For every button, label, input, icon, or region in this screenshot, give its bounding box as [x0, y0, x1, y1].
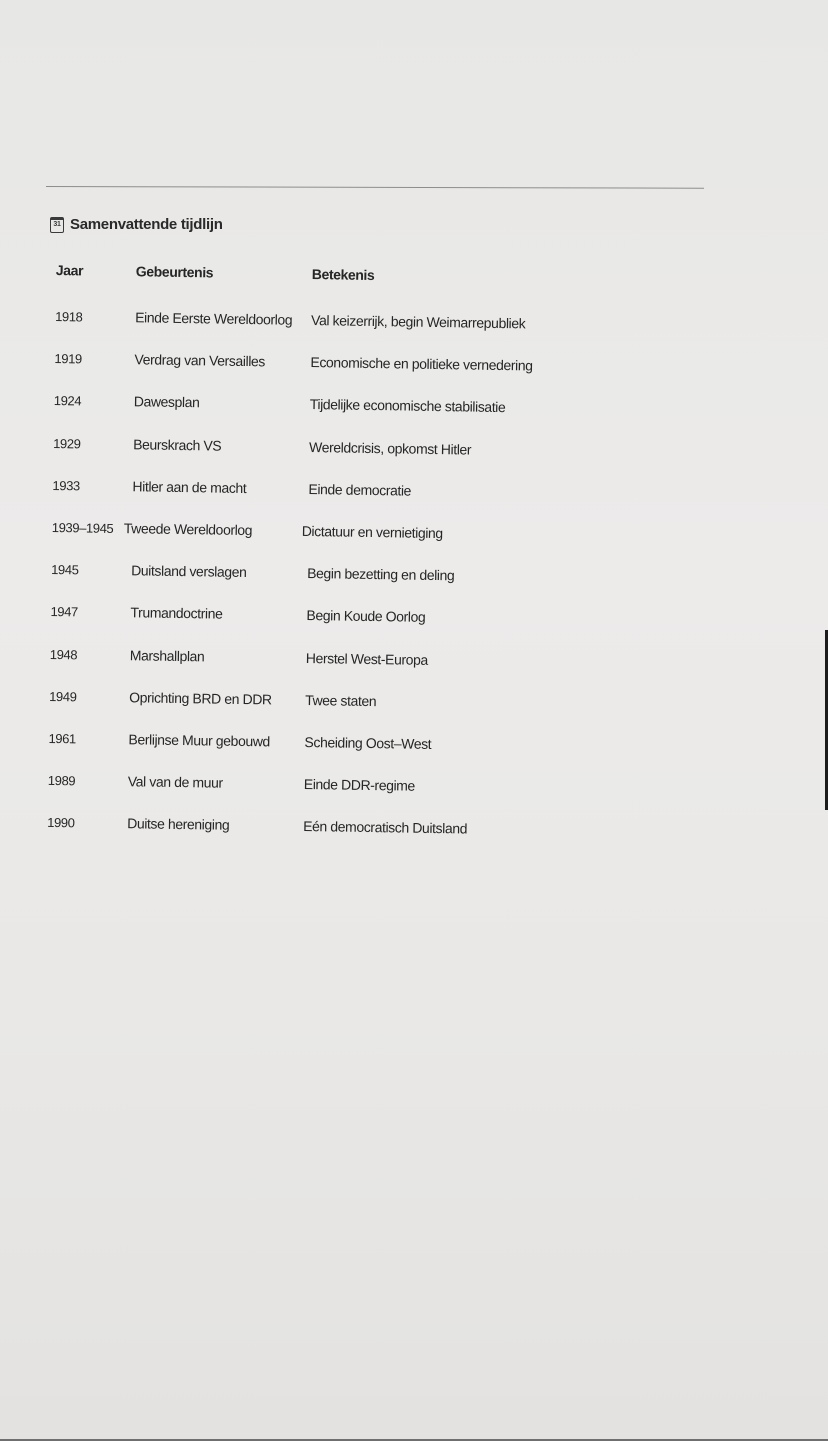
row-year: 1947	[50, 604, 78, 620]
row-year: 1918	[55, 308, 83, 325]
header-event: Gebeurtenis	[135, 263, 214, 281]
row-year: 1933	[52, 477, 80, 494]
row-event: Trumandoctrine	[130, 604, 223, 622]
row-event: Hitler aan de macht	[132, 477, 247, 496]
row-year: 1929	[53, 435, 81, 451]
table-row	[47, 814, 608, 865]
header-year: Jaar	[55, 262, 84, 279]
row-event: Einde Eerste Wereldoorlog	[135, 309, 293, 328]
row-year: 1989	[47, 772, 76, 789]
row-year: 1939–1945	[51, 519, 114, 536]
row-event: Tweede Wereldoorlog	[123, 520, 253, 539]
row-year: 1945	[51, 562, 79, 578]
row-year: 1948	[49, 646, 78, 662]
row-year: 1990	[47, 815, 75, 831]
row-event: Duitse hereniging	[127, 815, 230, 834]
section-title: Samenvattende tijdlijn	[70, 216, 223, 233]
row-meaning: Begin bezetting en deling	[307, 565, 455, 584]
row-meaning: Dictatuur en vernietiging	[301, 522, 443, 542]
row-event: Beurskrach VS	[133, 435, 222, 454]
row-meaning: Eén democratisch Duitsland	[303, 818, 468, 837]
calendar-icon: 31	[50, 217, 64, 233]
horizontal-rule	[46, 186, 704, 189]
row-event: Oprichting BRD en DDR	[129, 688, 272, 708]
row-meaning: Begin Koude Oorlog	[306, 607, 426, 626]
row-meaning: Herstel West-Europa	[305, 649, 429, 668]
row-meaning: Scheiding Oost–West	[304, 733, 432, 752]
row-year: 1919	[54, 351, 82, 367]
row-meaning: Tijdelijke economische stabilisatie	[309, 396, 506, 416]
row-year: 1961	[48, 730, 76, 747]
timeline-table	[47, 262, 616, 865]
row-event: Duitsland verslagen	[131, 562, 247, 581]
row-meaning: Wereldcrisis, opkomst Hitler	[309, 438, 472, 458]
row-event: Dawesplan	[133, 393, 200, 411]
row-year: 1924	[53, 393, 82, 409]
section-heading	[50, 216, 223, 233]
header-meaning: Betekenis	[311, 266, 375, 284]
row-event: Val van de muur	[127, 773, 223, 791]
row-meaning: Einde democratie	[308, 480, 412, 499]
row-event: Marshallplan	[129, 646, 205, 664]
row-meaning: Einde DDR-regime	[303, 776, 416, 794]
row-event: Verdrag van Versailles	[134, 351, 266, 370]
row-meaning: Economische en politieke vernedering	[310, 354, 533, 374]
row-year: 1949	[49, 688, 77, 705]
row-meaning: Twee staten	[305, 691, 377, 709]
row-meaning: Val keizerrijk, begin Weimarrepubliek	[310, 312, 526, 332]
row-event: Berlijnse Muur gebouwd	[128, 731, 271, 750]
